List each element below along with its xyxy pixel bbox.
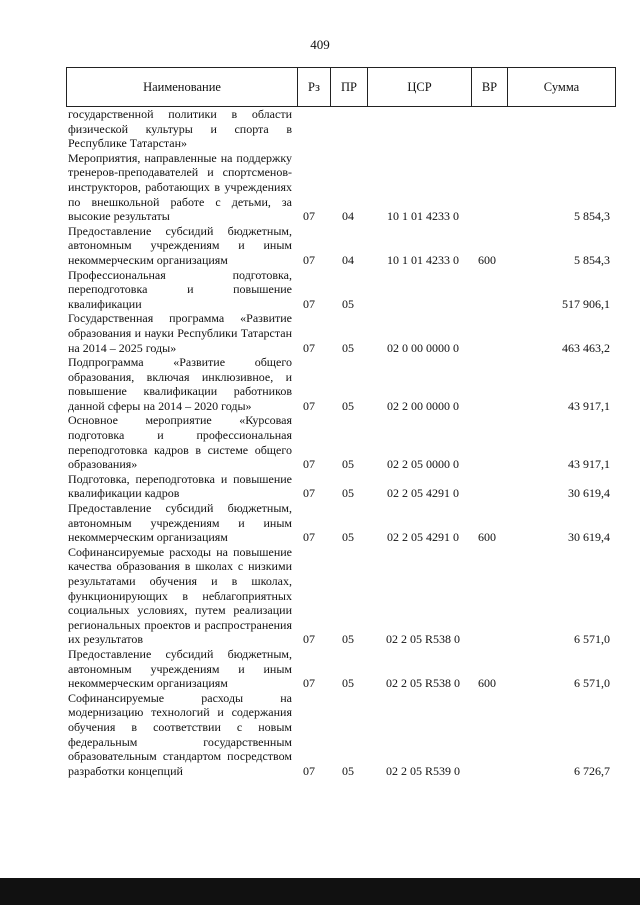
row-rz: 07 — [303, 340, 315, 355]
row-sum: 5 854,3 — [574, 252, 610, 267]
row-vr: 600 — [478, 676, 496, 691]
row-name: Подпрограмма «Развитие общего образования, включая инклюзивное, и повышение квалификации работников данной сферы на 2014 – 2020 годы» — [68, 355, 292, 413]
row-sum: 43 917,1 — [568, 457, 610, 472]
row-rz: 07 — [303, 209, 315, 224]
row-name: Софинансируемые расходы на модернизацию технологий и содержания обучения в соответствии с новым федеральным государственным образовательным стандартом посредством разработки концепций — [68, 690, 292, 778]
row-name: Государственная программа «Развитие образования и науки Республики Татарстан на 2014 – 2025 годы» — [68, 311, 292, 355]
table-row — [66, 151, 616, 224]
scan-edge-bar — [0, 878, 640, 905]
table-row — [66, 311, 616, 355]
row-rz: 07 — [303, 676, 315, 691]
column-header-name: Наименование — [67, 68, 298, 106]
row-sum: 517 906,1 — [562, 296, 610, 311]
page-number: 409 — [310, 37, 330, 52]
row-sum: 43 917,1 — [568, 398, 610, 413]
row-rz: 07 — [303, 457, 315, 472]
row-name: Предоставление субсидий бюджетным, автономным учреждениям и иным некоммерческим организациям — [68, 646, 292, 691]
table-row — [66, 647, 616, 691]
row-csr: 02 2 05 0000 0 — [387, 457, 459, 472]
row-pr: 05 — [342, 632, 354, 647]
row-rz: 07 — [303, 632, 315, 647]
column-header-pr: ПР — [331, 68, 368, 106]
row-pr: 05 — [342, 530, 354, 545]
row-rz: 07 — [303, 398, 315, 413]
row-csr: 02 2 05 R539 0 — [385, 763, 460, 778]
row-sum: 6 571,0 — [574, 676, 610, 691]
row-sum: 5 854,3 — [574, 209, 610, 224]
row-csr: 02 0 00 0000 0 — [387, 340, 459, 355]
row-rz: 07 — [303, 486, 315, 501]
row-sum: 30 619,4 — [568, 486, 610, 501]
row-csr: 02 2 05 4291 0 — [387, 486, 459, 501]
row-rz: 07 — [303, 530, 315, 545]
table-row — [66, 355, 616, 413]
row-rz: 07 — [303, 252, 315, 267]
row-name: Софинансируемые расходы на повышение качества образования в школах с низкими результатами обучения и в школах, функционирующих в неблагоприятных социальных условиях, путем реализации региональных проектов и распространения их результатов — [68, 544, 292, 647]
table-row — [66, 691, 616, 779]
row-name: Профессиональная подготовка, переподготовка и повышение квалификации — [68, 267, 292, 311]
row-rz: 07 — [303, 296, 315, 311]
row-pr: 05 — [342, 676, 354, 691]
row-name: государственной политики в области физической культуры и спорта в Республике Татарстан» — [68, 107, 292, 151]
row-vr: 600 — [478, 252, 496, 267]
row-csr: 02 2 05 R538 0 — [385, 676, 460, 691]
row-name: Подготовка, переподготовка и повышение квалификации кадров — [68, 471, 292, 501]
row-pr: 04 — [342, 252, 354, 267]
row-pr: 05 — [342, 296, 354, 311]
row-vr: 600 — [478, 530, 496, 545]
column-header-rz: Рз — [298, 68, 331, 106]
row-csr: 02 2 05 R538 0 — [385, 632, 460, 647]
row-pr: 05 — [342, 763, 354, 778]
table-body — [66, 107, 616, 778]
row-csr: 10 1 01 4233 0 — [387, 209, 459, 224]
table-row — [66, 268, 616, 312]
row-pr: 05 — [342, 486, 354, 501]
table-row — [66, 545, 616, 647]
column-header-vr: ВР — [472, 68, 508, 106]
row-sum: 463 463,2 — [562, 340, 610, 355]
budget-table — [66, 67, 616, 778]
row-rz: 07 — [303, 763, 315, 778]
row-pr: 05 — [342, 340, 354, 355]
row-sum: 6 726,7 — [574, 763, 610, 778]
table-row — [66, 413, 616, 471]
row-pr: 05 — [342, 398, 354, 413]
table-row — [66, 472, 616, 501]
row-pr: 05 — [342, 457, 354, 472]
row-name: Предоставление субсидий бюджетным, автономным учреждениям и иным некоммерческим организациям — [68, 223, 292, 267]
table-row — [66, 224, 616, 268]
table-row — [66, 501, 616, 545]
row-pr: 04 — [342, 209, 354, 224]
column-header-sum: Сумма — [543, 80, 580, 94]
row-csr: 10 1 01 4233 0 — [387, 252, 459, 267]
row-sum: 6 571,0 — [574, 632, 610, 647]
row-csr: 02 2 00 0000 0 — [387, 398, 459, 413]
row-name: Мероприятия, направленные на поддержку тренеров-преподавателей и спортсменов-инструкторов, работающих в учреждениях по внешкольной работе с детьми, за высокие результаты — [68, 150, 292, 224]
row-sum: 30 619,4 — [568, 530, 610, 545]
table-header — [66, 67, 616, 107]
column-header-csr: ЦСР — [368, 68, 472, 106]
row-name: Основное мероприятие «Курсовая подготовка и профессиональная переподготовка кадров в системе общего образования» — [68, 413, 292, 472]
table-row — [66, 107, 616, 151]
row-csr: 02 2 05 4291 0 — [387, 530, 459, 545]
row-name: Предоставление субсидий бюджетным, автономным учреждениям и иным некоммерческим организациям — [68, 501, 292, 545]
